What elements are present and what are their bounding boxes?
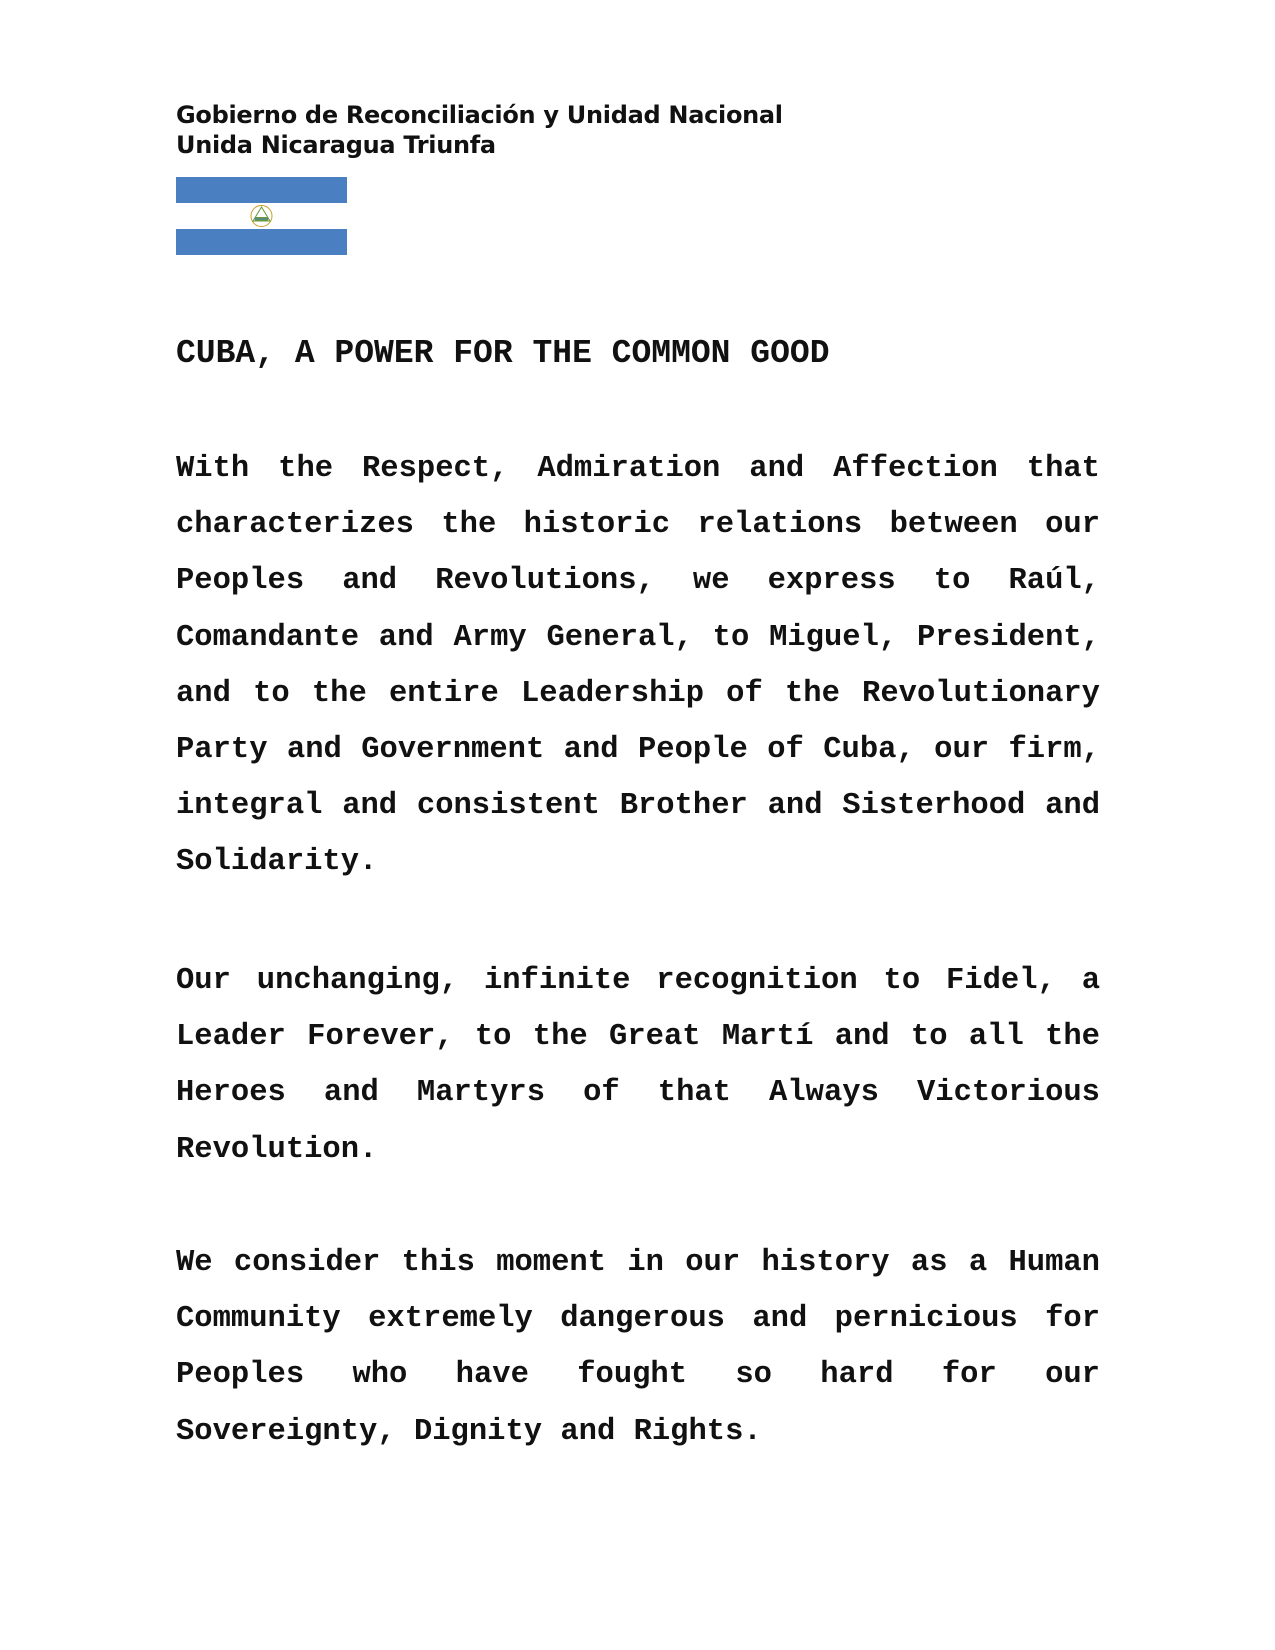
paragraph-2: Our unchanging, infinite recognition to Fidel, a Leader Forever, to the Great Martí and to all the Heroes and Martyrs of that Always Victorious Revolution. (176, 964, 1100, 1167)
paragraph-3: We consider this moment in our history as a Human Community extremely dangerous and pernicious for Peoples who have fought so hard for our Sovereignty, Dignity and Rights. (176, 1246, 1100, 1449)
paragraph-1: With the Respect, Admiration and Affection that characterizes the historic relations between our Peoples and Revolutions, we express to Raúl, Comandante and Army General, to Miguel, President, and to the entire Leadership of the Revolutionary Party and Government and People of Cuba, our firm, integral and consistent Brother and Sisterhood and Solidarity. (176, 452, 1100, 880)
government-header (176, 100, 783, 160)
header-line-government: Gobierno de Reconciliación y Unidad Nacional (176, 101, 783, 129)
header-line-slogan: Unida Nicaragua Triunfa (176, 131, 496, 159)
nicaragua-flag-icon (176, 177, 347, 255)
document-title: CUBA, A POWER FOR THE COMMON GOOD (176, 335, 830, 372)
